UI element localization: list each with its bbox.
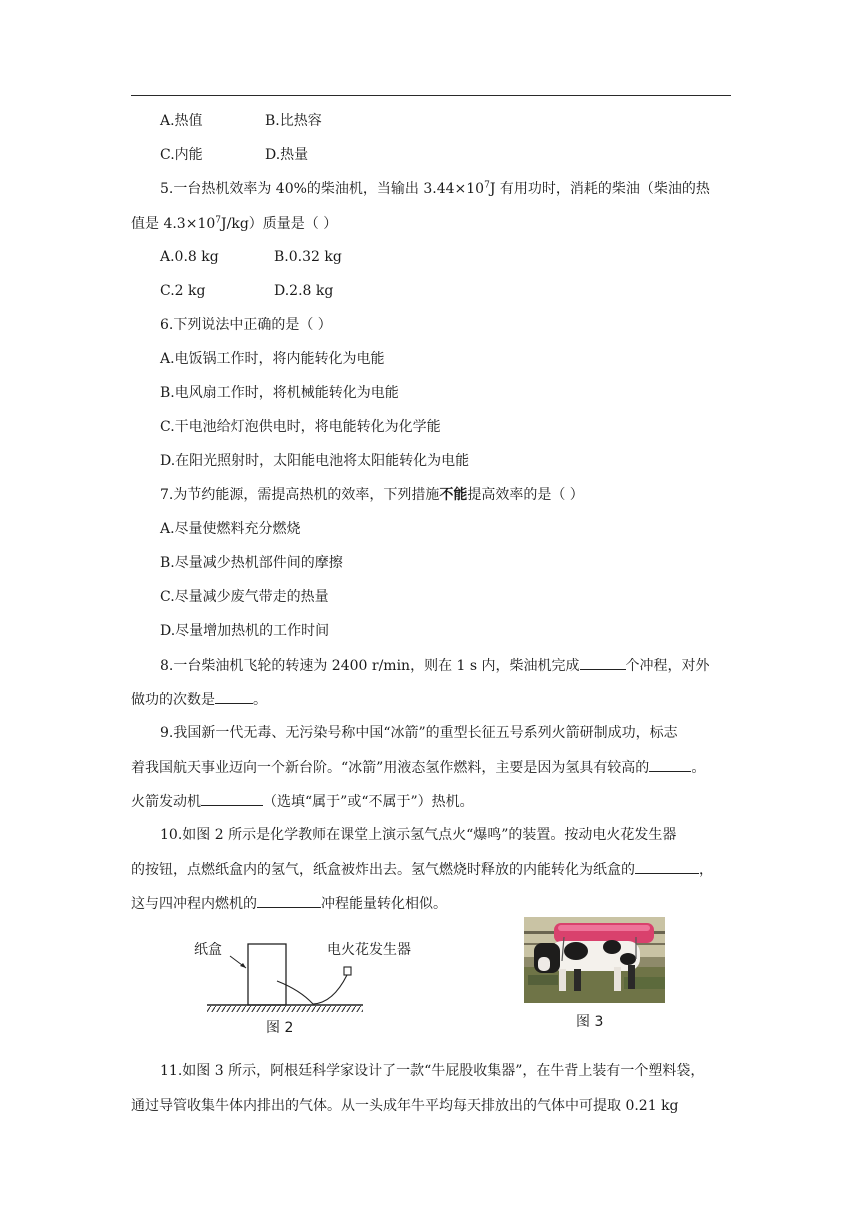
q5-option-c: C.2 kg <box>160 283 206 299</box>
q4-option-d: D.热量 <box>265 147 309 163</box>
paper-box-shape <box>248 944 286 1005</box>
q5-stem-line2: 值是 $4.3\times 10^7J/kg$）质量是（ ） <box>131 215 338 232</box>
q7-option-c: C.尽量减少废气带走的热量 <box>160 589 329 605</box>
ignition-wire <box>277 981 313 1004</box>
q4-option-b: B.比热容 <box>265 113 322 129</box>
paper-box-label: 纸盒 <box>194 942 222 958</box>
q6-stem: 6.下列说法中正确的是（ ） <box>160 317 332 333</box>
q8-blank-work-count[interactable] <box>215 689 253 704</box>
q6-option-c: C.干电池给灯泡供电时，将电能转化为化学能 <box>160 419 441 435</box>
q10-blank-stroke[interactable] <box>257 893 321 908</box>
q6-option-b: B.电风扇工作时，将机械能转化为电能 <box>160 385 399 401</box>
q9-line1: 9.我国新一代无毒、无污染号称中国“冰箭”的重型长征五号系列火箭研制成功，标志 <box>160 725 678 741</box>
q8-line2: 做功的次数是 。 <box>131 689 731 709</box>
q6-option-a: A.电饭锅工作时，将内能转化为电能 <box>160 351 385 367</box>
q7-option-a: A.尽量使燃料充分燃烧 <box>160 521 301 537</box>
q5-option-d: D.2.8 kg <box>274 283 334 299</box>
q7-option-b: B.尽量减少热机部件间的摩擦 <box>160 555 343 571</box>
q4-option-a: A.热值 <box>160 113 203 129</box>
ground-hatch <box>207 1006 363 1012</box>
q4-option-c: C.内能 <box>160 147 203 163</box>
q7-stem: 7.为节约能源，需提高热机的效率，下列措施不能提高效率的是（ ） <box>160 487 584 503</box>
q8-line1: 8.一台柴油机飞轮的转速为 2400 r/min，则在 1 s 内，柴油机完成 个冲程，对外 <box>160 655 710 676</box>
q10-line2: 的按钮，点燃纸盒内的氢气，纸盒被炸出去。氢气燃烧时释放的内能转化为纸盒的 ， <box>131 859 731 879</box>
header-rule <box>131 95 731 96</box>
figure-2-caption: 图 2 <box>266 1020 294 1036</box>
q11-line2: 通过导管收集牛体内排出的气体。从一头成年牛平均每天排放出的气体中可提取 0.21 kg <box>131 1098 679 1114</box>
figure-3-cow-photo <box>524 917 665 1003</box>
q5-option-b: B.0.32 kg <box>274 249 342 265</box>
spark-generator-shape <box>344 967 351 975</box>
q9-line2: 着我国航天事业迈向一个新台阶。“冰箭”用液态氢作燃料，主要是因为氢具有较高的 。 <box>131 757 731 777</box>
q9-blank-property[interactable] <box>649 757 691 772</box>
q5-stem-line1: 5.一台热机效率为 40%的柴油机，当输出 $3.44\times 10^7J$ 有用功时，消耗的柴油（柴油的热 <box>160 180 710 197</box>
q9-line3: 火箭发动机 （选填“属于”或“不属于”）热机。 <box>131 791 731 811</box>
generator-cable <box>313 975 347 1004</box>
figure-3-caption: 图 3 <box>576 1014 604 1030</box>
q10-line1: 10.如图 2 所示是化学教师在课堂上演示氢气点火“爆鸣”的装置。按动电火花发生器 <box>160 827 677 843</box>
q6-option-d: D.在阳光照射时，太阳能电池将太阳能转化为电能 <box>160 453 470 469</box>
q9-blank-engine[interactable] <box>201 791 263 806</box>
q10-line3: 这与四冲程内燃机的 冲程能量转化相似。 <box>131 893 731 913</box>
q8-blank-strokes[interactable] <box>580 655 626 670</box>
spark-generator-label: 电火花发生器 <box>327 942 411 958</box>
q5-option-a: A.0.8 kg <box>160 249 219 265</box>
q7-option-d: D.尽量增加热机的工作时间 <box>160 623 330 639</box>
q11-line1: 11.如图 3 所示，阿根廷科学家设计了一款“牛屁股收集器”，在牛背上装有一个塑料袋， <box>160 1063 705 1079</box>
q10-blank-energy[interactable] <box>635 859 699 874</box>
